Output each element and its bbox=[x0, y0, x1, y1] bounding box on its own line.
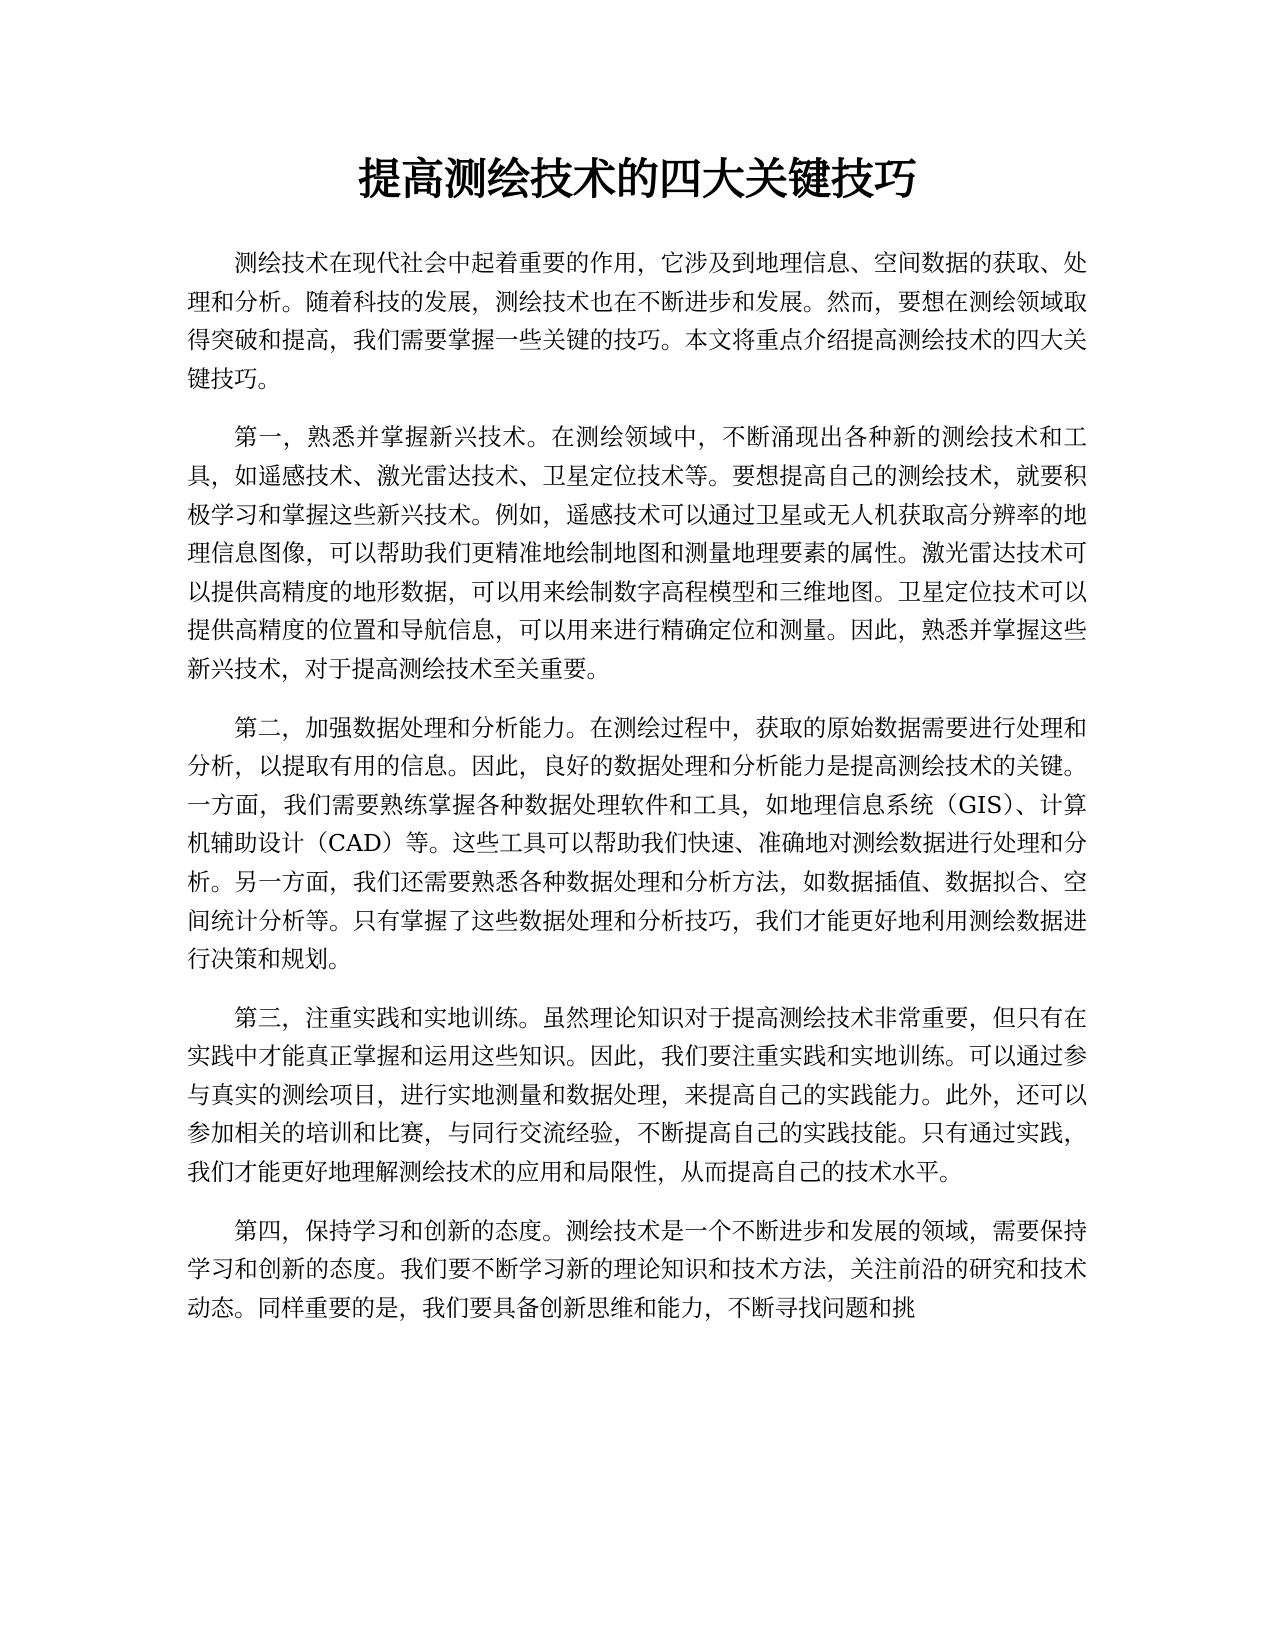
paragraph-tip-3: 第三，注重实践和实地训练。虽然理论知识对于提高测绘技术非常重要，但只有在实践中才能真正掌握和运用这些知识。因此，我们要注重实践和实地训练。可以通过参与真实的测绘项目，进行实地测量和数据处理，来提高自己的实践能力。此外，还可以参加相关的培训和比赛，与同行交流经验，不断提高自己的实践技能。只有通过实践，我们才能更好地理解测绘技术的应用和局限性，从而提高自己的技术水平。 bbox=[187, 1003, 1087, 1187]
paragraph-tip-1: 第一，熟悉并掌握新兴技术。在测绘领域中，不断涌现出各种新的测绘技术和工具，如遥感技术、激光雷达技术、卫星定位技术等。要想提高自己的测绘技术，就要积极学习和掌握这些新兴技术。例如，遥感技术可以通过卫星或无人机获取高分辨率的地理信息图像，可以帮助我们更精准地绘制地图和测量地理要素的属性。激光雷达技术可以提供高精度的地形数据，可以用来绘制数字高程模型和三维地图。卫星定位技术可以提供高精度的位置和导航信息，可以用来进行精确定位和测量。因此，熟悉并掌握这些新兴技术，对于提高测绘技术至关重要。 bbox=[187, 423, 1087, 683]
document-body bbox=[187, 244, 1087, 1347]
paragraph-intro: 测绘技术在现代社会中起着重要的作用，它涉及到地理信息、空间数据的获取、处理和分析。随着科技的发展，测绘技术也在不断进步和发展。然而，要想在测绘领域取得突破和提高，我们需要掌握一些关键的技巧。本文将重点介绍提高测绘技术的四大关键技巧。 bbox=[187, 249, 1087, 393]
paragraph-tip-4: 第四，保持学习和创新的态度。测绘技术是一个不断进步和发展的领域，需要保持学习和创新的态度。我们要不断学习新的理论知识和技术方法，关注前沿的研究和技术动态。同样重要的是，我们要具备创新思维和能力，不断寻找问题和挑 bbox=[187, 1216, 1087, 1322]
document-title: 提高测绘技术的四大关键技巧 bbox=[358, 155, 917, 205]
paragraph-tip-2: 第二，加强数据处理和分析能力。在测绘过程中，获取的原始数据需要进行处理和分析，以提取有用的信息。因此，良好的数据处理和分析能力是提高测绘技术的关键。一方面，我们需要熟练掌握各种数据处理软件和工具，如地理信息系统（GIS）、计算机辅助设计（CAD）等。这些工具可以帮助我们快速、准确地对测绘数据进行处理和分析。另一方面，我们还需要熟悉各种数据处理和分析方法，如数据插值、数据拟合、空间统计分析等。只有掌握了这些数据处理和分析技巧，我们才能更好地利用测绘数据进行决策和规划。 bbox=[187, 713, 1087, 974]
